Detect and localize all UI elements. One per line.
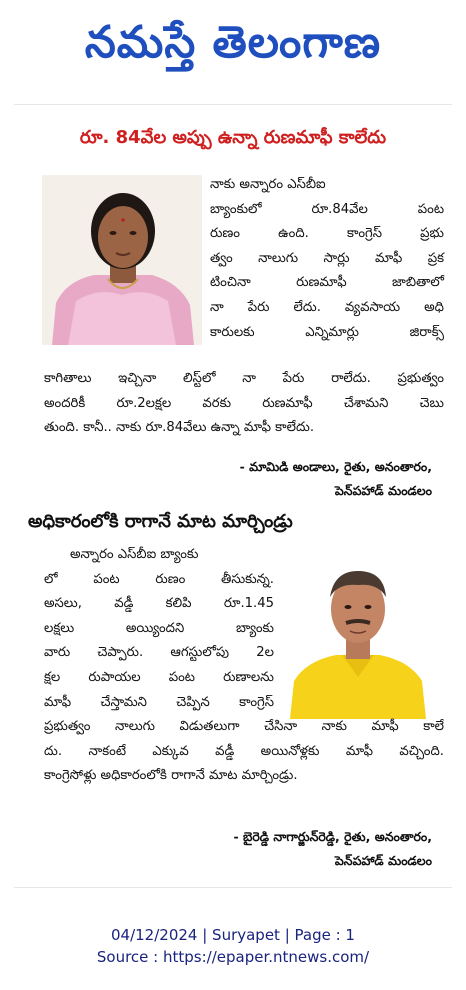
signature-name: - బైరెడ్డి నాగార్జున్‌రెడ్డి, రైతు, అనంతారం,	[233, 829, 432, 844]
source-link[interactable]: Source : https://epaper.ntnews.com/	[96, 948, 370, 966]
body-line: టించినా రుణమాఫీ జాబితాలో	[210, 275, 444, 291]
article1-body-beside-photo	[210, 173, 444, 345]
signature-place: పెన్‌పహాడ్ మండలం	[334, 853, 432, 868]
body-line: రుణం ఉంది. కాంగ్రెస్ ప్రభు	[210, 226, 444, 242]
body-line: మాఫీ చేస్తామని చెప్పిన కాంగ్రెస్	[44, 694, 274, 710]
signature-name: - మామిడి అండాలు, రైతు, అనంతారం,	[239, 459, 432, 474]
body-line: కాంగ్రెసోళ్లు అధికారంలోకి రాగానే మాట మార్చిండ్రు.	[44, 768, 298, 784]
article2-body-full-width	[44, 715, 444, 789]
article1-headline: రూ. 84వేల అప్పు ఉన్నా రుణమాఫీ కాలేదు	[79, 127, 387, 148]
body-line: వారు చెప్పారు. ఆగస్టులోపు 2ల	[44, 645, 274, 661]
article2-headline: అధికారంలోకి రాగానే మాట మార్చిండ్రు	[28, 511, 293, 532]
body-line: అందరికీ రూ.2లక్షల వరకు రుణమాఫీ చేశామని చెబు	[44, 395, 444, 411]
page-footer	[0, 924, 466, 968]
body-line: తుంది. కానీ.. నాకు రూ.84వేలు ఉన్నా మాఫీ కాలేదు.	[44, 420, 315, 436]
body-line: కాగితాలు ఇచ్చినా లిస్ట్‌లో నా పేరు రాలేదు. ప్రభుత్వం	[44, 371, 444, 386]
woman-portrait-image	[42, 175, 202, 345]
body-line: నాకు అన్నారం ఎస్‌బీఐ	[210, 177, 326, 192]
body-line: నా పేరు లేదు. వ్యవసాయ అధి	[210, 299, 444, 315]
body-line: క్షల రుపాయల పంట రుణాలను	[44, 669, 274, 685]
body-line: లక్షలు అయ్యిందని బ్యాంకు	[44, 620, 274, 636]
farmer-man-photo	[286, 557, 430, 719]
man-portrait-image	[286, 557, 430, 719]
body-line: ప్రభుత్వం నాలుగు విడుతలుగా చేసినా నాకు మాఫీ కాలే	[44, 719, 444, 734]
body-line: లో పంట రుణం తీసుకున్న.	[44, 571, 274, 587]
edition-info: 04/12/2024 | Suryapet | Page : 1	[111, 926, 355, 944]
article2-body-beside-photo	[44, 543, 274, 715]
farmer-woman-photo	[42, 175, 202, 345]
masthead-title: నమస్తే తెలంగాణ	[84, 17, 382, 68]
body-line: బ్యాంకులో రూ.84వేల పంట	[210, 201, 444, 217]
body-line: త్వం నాలుగు సార్లు మాఫీ ప్రక	[210, 250, 444, 266]
body-line: దు. నాకంటే ఎక్కువ వడ్డీ అయినోళ్లకు మాఫీ వచ్చింది.	[44, 743, 444, 759]
body-line: కారులకు ఎన్నిమార్లు జిరాక్స్	[210, 324, 444, 340]
article1-body-full-width	[44, 367, 444, 441]
news-clipping	[14, 104, 452, 888]
article1-signature	[240, 455, 432, 503]
body-line: అసలు, వడ్డీ కలిపి రూ.1.45	[44, 596, 274, 612]
body-line: అన్నారం ఎస్‌బీఐ బ్యాంకు	[70, 547, 199, 562]
masthead	[0, 0, 466, 96]
signature-place: పెన్‌పహాడ్ మండలం	[334, 483, 432, 498]
article2-signature	[233, 825, 432, 873]
